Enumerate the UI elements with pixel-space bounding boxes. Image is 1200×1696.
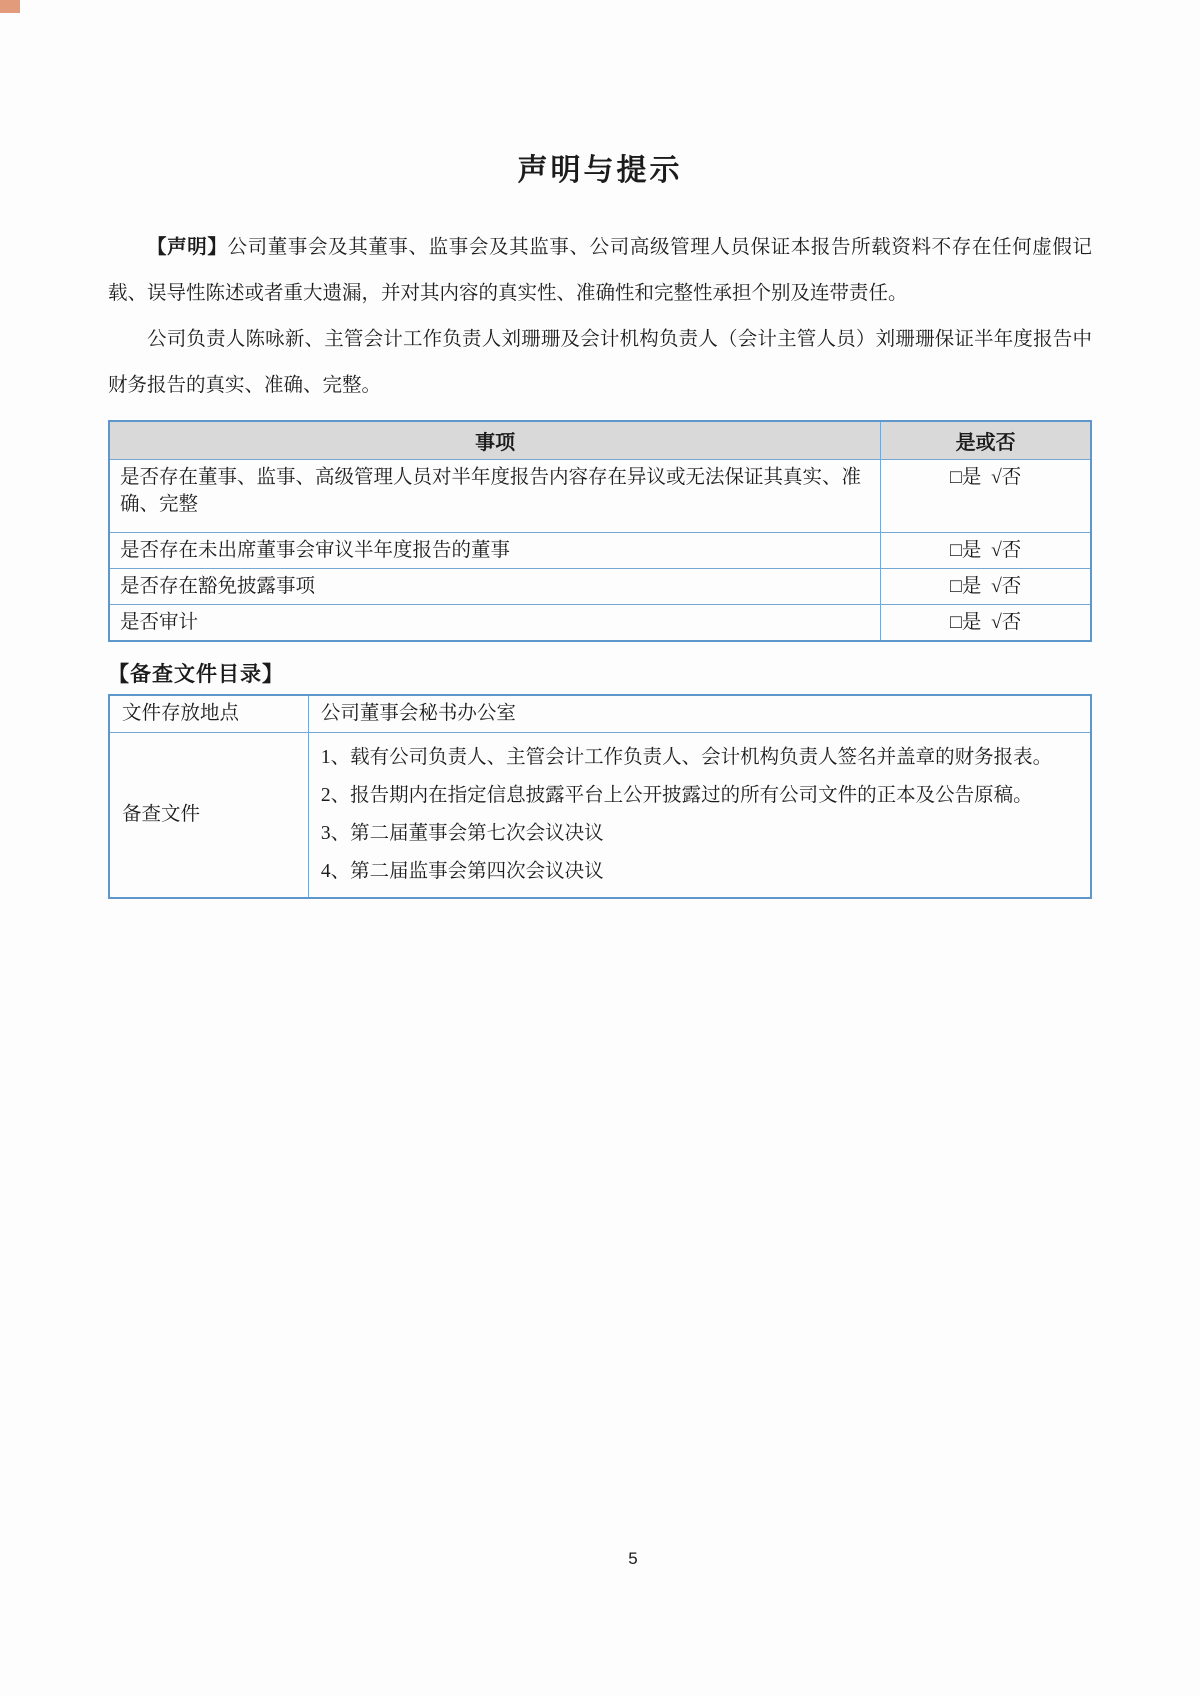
answer-cell: □是 √否 bbox=[881, 569, 1091, 605]
document-item: 4、第二届监事会第四次会议决议 bbox=[320, 861, 604, 882]
table-row bbox=[109, 569, 1091, 605]
reference-table bbox=[108, 694, 1092, 899]
documents-cell bbox=[308, 733, 1091, 899]
page-number: 5 bbox=[628, 1549, 638, 1568]
items-column-header: 事项 bbox=[109, 421, 881, 460]
item-cell: 是否存在董事、监事、高级管理人员对半年度报告内容存在异议或无法保证其真实、准确、完整 bbox=[109, 460, 881, 533]
answer-cell: □是 √否 bbox=[881, 460, 1091, 533]
document-item: 3、第二届董事会第七次会议决议 bbox=[320, 823, 604, 844]
responsibility-paragraph: 公司负责人陈咏新、主管会计工作负责人刘珊珊及会计机构负责人（会计主管人员）刘珊珊保证半年度报告中财务报告的真实、准确、完整。 bbox=[108, 329, 1092, 396]
page-title: 声明与提示 bbox=[517, 154, 683, 187]
item-cell: 是否存在未出席董事会审议半年度报告的董事 bbox=[109, 533, 881, 569]
declaration-text: 公司董事会及其董事、监事会及其监事、公司高级管理人员保证本报告所载资料不存在任何虚假记载、误导性陈述或者重大遗漏，并对其内容的真实性、准确性和完整性承担个别及连带责任。 bbox=[108, 237, 1092, 304]
items-table bbox=[108, 420, 1092, 642]
document-item: 2、报告期内在指定信息披露平台上公开披露过的所有公司文件的正本及公告原稿。 bbox=[320, 785, 1033, 806]
location-label-cell: 文件存放地点 bbox=[109, 695, 308, 733]
scan-corner-artifact bbox=[0, 0, 20, 13]
item-cell: 是否审计 bbox=[109, 605, 881, 642]
answer-cell: □是 √否 bbox=[881, 533, 1091, 569]
reference-section-heading: 【备查文件目录】 bbox=[108, 662, 284, 686]
table-row bbox=[109, 460, 1091, 533]
document-item: 1、载有公司负责人、主管会计工作负责人、会计机构负责人签名并盖章的财务报表。 bbox=[320, 747, 1053, 768]
table-row bbox=[109, 733, 1091, 899]
documents-label-cell: 备查文件 bbox=[109, 733, 308, 899]
items-table-header-row bbox=[109, 421, 1091, 460]
declaration-label: 【声明】 bbox=[147, 237, 228, 258]
declaration-block bbox=[108, 225, 1092, 409]
table-row bbox=[109, 605, 1091, 642]
yesno-column-header: 是或否 bbox=[881, 421, 1091, 460]
table-row bbox=[109, 533, 1091, 569]
declaration-paragraph bbox=[108, 225, 1092, 317]
item-cell: 是否存在豁免披露事项 bbox=[109, 569, 881, 605]
location-value-cell: 公司董事会秘书办公室 bbox=[308, 695, 1091, 733]
answer-cell: □是 √否 bbox=[881, 605, 1091, 642]
table-row bbox=[109, 695, 1091, 733]
